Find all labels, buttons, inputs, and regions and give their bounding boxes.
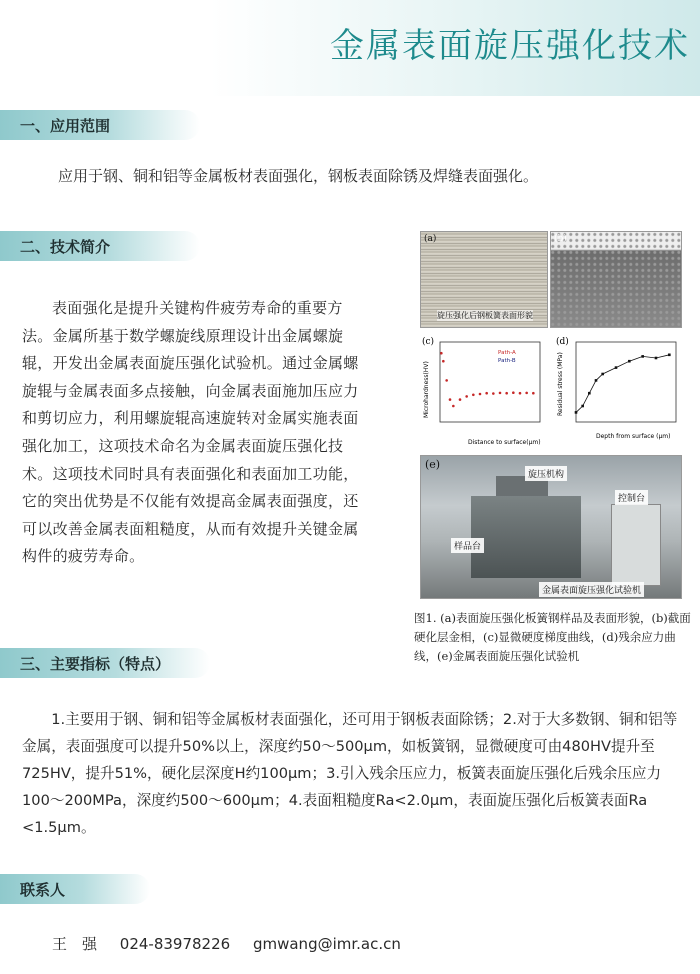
chart-d-label: (d) [556, 337, 569, 347]
panel-a-label: (a) [424, 234, 437, 244]
chart-c-point [449, 398, 452, 401]
chart-c-point [519, 392, 522, 395]
chart-c-point [532, 392, 535, 395]
chart-c-point [512, 391, 515, 394]
section-scope-heading-text: 一、应用范围 [20, 117, 111, 135]
chart-c-point [479, 393, 482, 396]
chart-d-xlabel: Depth from surface (μm) [596, 433, 671, 440]
chart-d-point [628, 360, 631, 363]
panel-a-caption: 旋压强化后钢板簧表面形貌 [437, 311, 533, 320]
section-scope-heading [0, 110, 200, 140]
chart-c-xlabel: Distance to surface(μm) [468, 439, 541, 446]
panel-e-label: (e) [425, 458, 441, 471]
section-intro-heading-text: 二、技术简介 [20, 238, 111, 256]
chart-c-point [459, 398, 462, 401]
photo-panel-a [420, 231, 548, 328]
section-intro-heading [0, 231, 200, 261]
scope-text: 应用于钢、铜和铝等金属板材表面强化，钢板表面除锈及焊缝表面强化。 [58, 167, 539, 185]
photo-panel-b [550, 231, 682, 328]
section-specs-heading [0, 648, 210, 678]
chart-c-point [472, 394, 475, 397]
chart-d-frame [576, 342, 676, 422]
section-specs-heading-text: 三、主要指标（特点） [20, 655, 171, 673]
chart-c-point [505, 392, 508, 395]
chart-c-point [492, 392, 495, 395]
chart-c-point [465, 395, 468, 398]
chart-c-legend-a: Path-A [498, 350, 516, 356]
chart-c-point [525, 392, 528, 395]
machine-console [611, 504, 661, 586]
chart-d-point [641, 355, 644, 358]
chart-c-point [452, 405, 455, 408]
chart-d-point [668, 354, 671, 357]
chart-d-point [588, 392, 591, 395]
label-console: 控制台 [615, 490, 648, 505]
photo-panel-e [420, 455, 682, 599]
chart-c-point [485, 392, 488, 395]
label-spinning-mechanism: 旋压机构 [525, 466, 567, 481]
chart-d-point [595, 379, 598, 382]
chart-d-point [615, 366, 618, 369]
contact-email[interactable]: gmwang@imr.ac.cn [252, 935, 401, 953]
contact-name: 王 强 [52, 935, 98, 953]
microhardness-chart [420, 334, 546, 449]
chart-d-point [601, 373, 604, 376]
section-contact-heading [0, 874, 150, 904]
panel-b-label: (b) [554, 234, 567, 244]
chart-c-legend-b: Path-B [498, 358, 516, 364]
contact-phone: 024-83978226 [119, 935, 231, 953]
specs-text: 1.主要用于钢、铜和铝等金属板材表面强化，还可用于钢板表面除锈；2.对于大多数钢、铜和铝等金属，表面强度可以提升50%以上，深度约50～500μm，如板簧钢，显微硬度可由480HV提升至725HV，提升51%，硬化层深度H约100μm；3.引入残余压应力，板簧表面旋压强化后残余压应力100～200MPa，深度约500～600μm；4.表面粗糙度Ra<2.0μm，表面旋压强化后板簧表面Ra <1.5μm。 [22, 711, 678, 836]
chart-c-ylabel: Microhardness(HV) [423, 361, 430, 418]
chart-d-point [575, 411, 578, 414]
page-title: 金属表面旋压强化技术 [330, 26, 690, 66]
chart-c-label: (c) [422, 337, 435, 347]
chart-c-point [445, 379, 448, 382]
label-sample-stage: 样品台 [451, 538, 484, 553]
contact-info [52, 933, 419, 954]
residual-stress-chart [552, 334, 680, 449]
label-machine-name: 金属表面旋压强化试验机 [539, 582, 644, 597]
chart-d-ylabel: Residual stress (MPa) [557, 352, 564, 416]
figure-caption: 图1. (a)表面旋压强化板簧钢样品及表面形貌，(b)截面硬化层金相，(c)显微硬度梯度曲线，(d)残余应力曲线，(e)金属表面旋压强化试验机 [414, 611, 691, 663]
machine-body [471, 496, 581, 578]
intro-text: 表面强化是提升关键构件疲劳寿命的重要方法。金属所基于数学螺旋线原理设计出金属螺旋辊，开发出金属表面旋压强化试验机。通过金属螺旋辊与金属表面多点接触，向金属表面施加压应力和剪切应力，利用螺旋辊高速旋转对金属实施表面强化加工，这项技术命名为金属表面旋压强化技术。这项技术同时具有表面强化和表面加工功能，它的突出优势是不仅能有效提高金属表面强度，还可以改善金属表面粗糙度，从而有效提升关键金属构件的疲劳寿命。 [22, 299, 359, 566]
chart-c-point [442, 360, 445, 363]
chart-c-point [499, 392, 502, 395]
chart-c-frame [440, 342, 540, 422]
chart-d-point [581, 405, 584, 408]
chart-d-point [655, 357, 658, 360]
section-contact-heading-text: 联系人 [20, 881, 66, 899]
chart-c-point [440, 352, 443, 355]
